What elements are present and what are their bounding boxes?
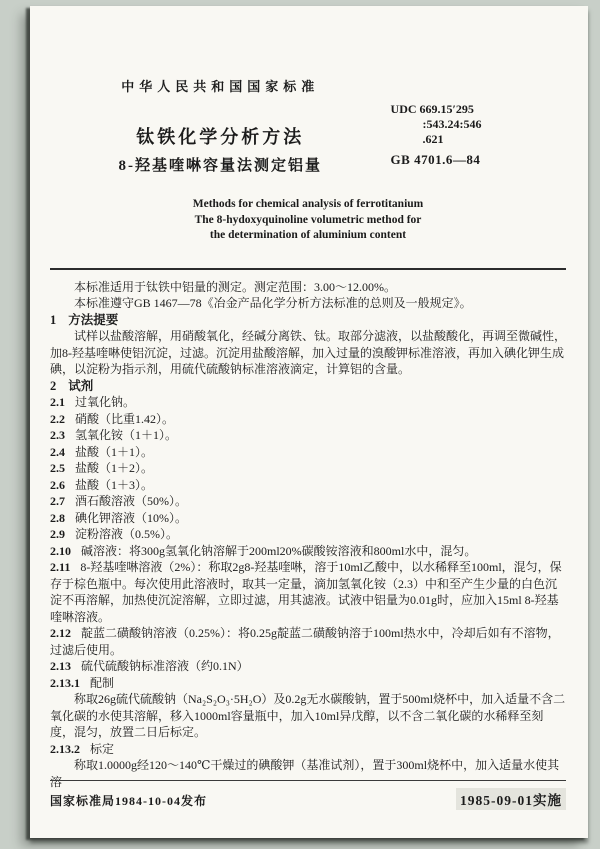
document-header bbox=[50, 76, 566, 175]
subclause-heading-preparation bbox=[50, 675, 566, 692]
title-block bbox=[50, 76, 391, 175]
reagent-item bbox=[50, 411, 566, 428]
clause-text: 标定 bbox=[90, 741, 115, 756]
clause-number: 2.2 bbox=[50, 411, 65, 426]
document-page bbox=[30, 6, 588, 838]
clause-number: 2.13.1 bbox=[50, 675, 80, 690]
clause-number: 2.9 bbox=[50, 527, 65, 541]
clause-text: 酒石酸溶液（50%）。 bbox=[75, 494, 187, 508]
document-body bbox=[50, 279, 566, 791]
reagent-item bbox=[50, 477, 566, 494]
clause-text: 淀粉溶液（0.5%）。 bbox=[75, 527, 178, 541]
preparation-paragraph: 称取26g硫代硫酸钠（Na₂S₂O₃·5H₂O）及0.2g无水碳酸钠，置于500ml烧杯中，加入适量不含二氧化碳的水使其溶解，移入1000ml容量瓶中，加入10ml异戊醇，以不含二氧化碳的水稀释至刻度，混匀，放置二日后标定。 bbox=[50, 692, 566, 739]
section-1-body: 试样以盐酸溶解，用硝酸氧化，经碱分离铁、钛。取部分滤液，以盐酸酸化，再调至微碱性，加8-羟基喹啉使铝沉淀，过滤。沉淀用盐酸溶解，加入过量的溴酸钾标准溶液，再加入碘化钾生成碘，以淀粉为指示剂，用硫代硫酸钠标准溶液滴定，计算铝的含量。 bbox=[50, 329, 567, 376]
reagent-item bbox=[50, 394, 566, 411]
clause-text: 硝酸（比重1.42）。 bbox=[75, 411, 175, 426]
reagent-item bbox=[50, 510, 566, 527]
clause-number: 2.11 bbox=[50, 560, 71, 574]
national-standard-label: 中华人民共和国国家标准 bbox=[121, 79, 320, 94]
clause-number: 2.5 bbox=[50, 461, 65, 475]
clause-text: 碘化钾溶液（10%）。 bbox=[75, 510, 187, 525]
clause-number: 2.13.2 bbox=[50, 741, 80, 756]
clause-text: 氢氧化铵（1＋1）。 bbox=[75, 428, 178, 442]
title-en-line-1: Methods for chemical analysis of ferrotitanium bbox=[192, 198, 424, 210]
clause-text: 过氧化钠。 bbox=[75, 395, 136, 409]
section-1-heading bbox=[50, 312, 566, 329]
clause-number: 2.10 bbox=[50, 543, 71, 558]
clause-number: 2.12 bbox=[50, 626, 71, 640]
footer-divider-rule bbox=[50, 780, 566, 781]
udc-block bbox=[391, 76, 566, 175]
section-2-title: 试剂 bbox=[68, 378, 94, 393]
title-en-line-2: The 8-hydoxyquinoline volumetric method for bbox=[194, 213, 422, 226]
clause-number: 2.8 bbox=[50, 510, 65, 525]
footer-issue-date: 国家标准局1984-10-04发布 bbox=[50, 794, 207, 808]
clause-text: 碱溶液：将300g氢氧化钠溶解于200ml20%碳酸铵溶液和800ml水中，混匀。 bbox=[81, 543, 477, 558]
clause-number: 2.1 bbox=[50, 395, 65, 409]
clause-number: 2.6 bbox=[50, 477, 65, 492]
document-title-cn: 钛铁化学分析方法 bbox=[136, 127, 305, 147]
reagent-item bbox=[50, 625, 566, 658]
calibration-paragraph: 称取1.0000g经120～140℃干燥过的碘酸钾（基准试剂），置于300ml烧杯中，加入适量水使其溶 bbox=[50, 758, 560, 789]
reagent-item bbox=[50, 460, 566, 477]
clause-text: 盐酸（1＋3）。 bbox=[75, 477, 154, 492]
reagent-item bbox=[50, 543, 566, 560]
clause-number: 2.7 bbox=[50, 494, 65, 508]
document-title-en bbox=[50, 197, 566, 244]
subclause-heading-calibration bbox=[50, 741, 566, 758]
document-footer bbox=[50, 780, 566, 810]
reagent-item bbox=[50, 427, 566, 444]
standard-number: GB 4701.6—84 bbox=[390, 152, 481, 167]
footer-row bbox=[50, 788, 566, 810]
header-divider-rule bbox=[50, 268, 566, 270]
clause-text: 盐酸（1＋2）。 bbox=[75, 461, 154, 475]
clause-number: 2.13 bbox=[50, 659, 71, 673]
section-2-heading bbox=[50, 378, 566, 395]
clause-text: 盐酸（1＋1）。 bbox=[75, 444, 154, 459]
section-2-number: 2 bbox=[50, 378, 57, 393]
scope-paragraph: 本标准适用于钛铁中铝量的测定。测定范围：3.00～12.00%。 bbox=[74, 279, 396, 294]
clause-number: 2.3 bbox=[50, 428, 65, 442]
section-1-number: 1 bbox=[50, 312, 57, 327]
section-1-title: 方法提要 bbox=[68, 312, 119, 327]
document-subtitle-cn: 8-羟基喹啉容量法测定铝量 bbox=[118, 158, 323, 174]
clause-text: 8-羟基喹啉溶液（2%）：称取2g8-羟基喹啉，溶于10ml乙酸中，以水稀释至100ml，混匀，保存于棕色瓶中。每次使用此溶液时，取其一定量，滴加氢氧化铵（2.3）中和至产生少量的白色沉淀不再溶解，加热使沉淀溶解，立即过滤，用其滤液。试液中铝量为0.01g时，应加入15ml 8-羟基喹啉溶液。 bbox=[50, 560, 562, 624]
reagent-item bbox=[50, 493, 566, 510]
reagent-item bbox=[50, 658, 566, 675]
clause-text: 硫代硫酸钠标准溶液（约0.1N） bbox=[81, 659, 249, 673]
reagent-item bbox=[50, 559, 566, 625]
clause-text: 配制 bbox=[90, 675, 115, 690]
footer-implementation-date: 1985-09-01实施 bbox=[456, 788, 566, 810]
clause-number: 2.4 bbox=[50, 444, 65, 459]
clause-text: 靛蓝二磺酸钠溶液（0.25%）：将0.25g靛蓝二磺酸钠溶于100ml热水中，冷却后如有不溶物，过滤后使用。 bbox=[50, 626, 560, 657]
udc-line-2: :543.24:546 bbox=[422, 117, 482, 131]
compliance-paragraph: 本标准遵守GB 1467—78《冶金产品化学分析方法标准的总则及一般规定》。 bbox=[74, 296, 472, 310]
reagent-item bbox=[50, 526, 566, 543]
udc-line-1: UDC 669.15′295 bbox=[390, 102, 474, 116]
udc-line-3: .621 bbox=[422, 132, 444, 146]
title-en-line-3: the determination of aluminium content bbox=[209, 229, 407, 241]
reagent-item bbox=[50, 444, 566, 461]
